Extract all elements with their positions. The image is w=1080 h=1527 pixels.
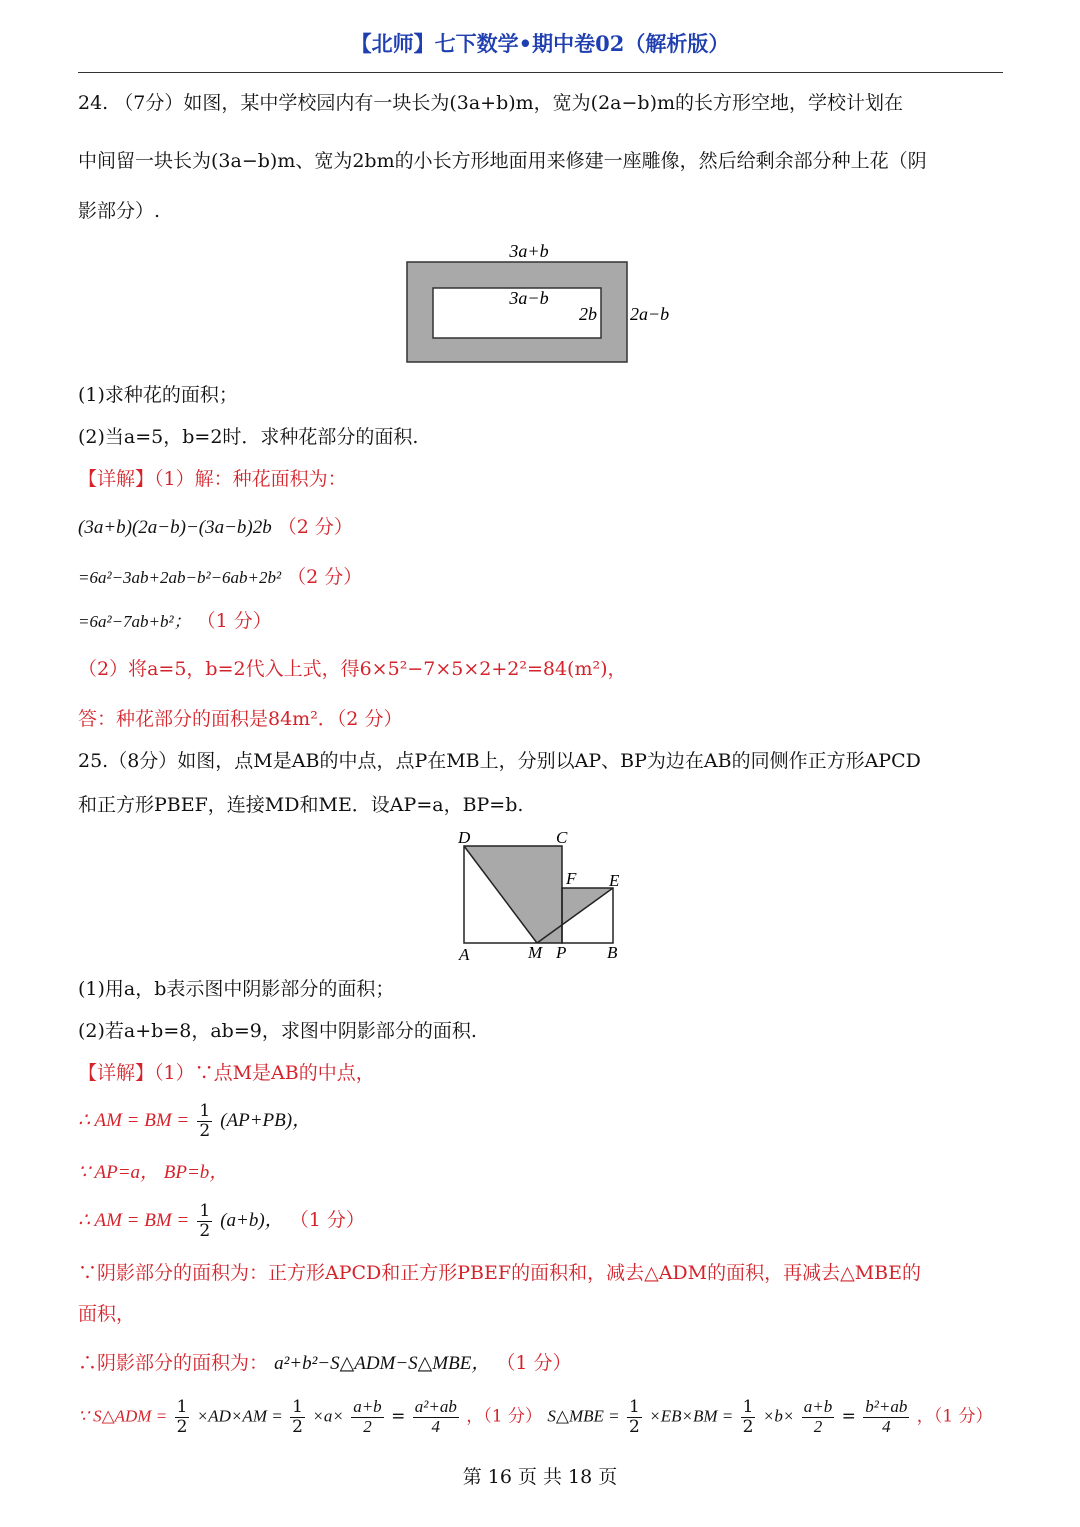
q25-step5-expr: a²+b²−S△ADM−S△MBE， (274, 1353, 491, 1374)
q25-step1 (78, 1102, 311, 1140)
q25-s6-n2: ×b× (762, 1406, 795, 1426)
q25-step1-lhs: ∴ AM = BM = (78, 1110, 190, 1132)
q25-s6-frac2 (290, 1398, 305, 1436)
q24-line3: 影部分）. (78, 200, 161, 222)
q25-s6-f2d: 2 (292, 1416, 303, 1437)
q25-s6-g3d: 2 (813, 1416, 823, 1436)
q25-s6-frac1 (175, 1398, 190, 1436)
q25-step3-rhs: (a+b)， (220, 1210, 284, 1232)
q25-step5 (78, 1352, 572, 1376)
label-outer-right: 2a−b (630, 304, 670, 324)
q25-s6-frac6 (741, 1398, 756, 1436)
q25-step1-num: 1 (199, 1101, 211, 1121)
q25-s6-g3n: a+b (803, 1397, 833, 1416)
q25-step6 (78, 1398, 993, 1436)
page-header: 【北师】七下数学•期中卷02（解析版） (350, 31, 730, 56)
q25-s6-pre2: S△MBE = (547, 1406, 620, 1426)
point-d-label: D (458, 828, 471, 847)
q25-step3-num: 1 (199, 1201, 211, 1221)
q25-s6-m2: ×a× (312, 1406, 344, 1426)
q25-s6-m3: = (391, 1406, 406, 1427)
q25-s6-f4n: a²+ab (414, 1397, 457, 1416)
q24-step2-expr: =6a²−3ab+2ab−b²−6ab+2b² (78, 568, 282, 587)
point-a-label: A (459, 945, 470, 964)
q25-step4a: ∵阴影部分的面积为：正方形APCD和正方形PBEF的面积和，减去△ADM的面积，再减去△MBE的 (78, 1262, 921, 1284)
page-footer: 第 16 页 共 18 页 (462, 1466, 618, 1488)
q25-s6-n1: ×EB×BM = (649, 1406, 734, 1426)
q25-step5-label: ∴阴影部分的面积为： (78, 1352, 269, 1374)
label-outer-top: 3a+b (509, 241, 549, 261)
q24-sub1: (1)求种花的面积； (78, 384, 238, 406)
q25-figure (450, 826, 630, 966)
q24-step1 (78, 516, 353, 540)
q25-step5-score: （1 分） (496, 1352, 572, 1374)
shaded-triangle-region (464, 846, 562, 943)
q25-s6-frac5 (627, 1398, 642, 1436)
point-e-label: E (609, 871, 620, 890)
q24-answer-title: 【详解】（1）解：种花面积为： (78, 468, 347, 490)
q24-step3-expr: =6a²−7ab+b²； (78, 612, 191, 631)
q25-s6-n3: = (841, 1406, 856, 1427)
q25-sub2: (2)若a+b=8，ab=9，求图中阴影部分的面积. (78, 1020, 477, 1042)
q25-answer-title: 【详解】（1）∵点M是AB的中点， (78, 1062, 375, 1084)
q25-s6-f3n: a+b (353, 1397, 382, 1416)
q25-step1-rhs: (AP+PB)， (220, 1110, 312, 1132)
q24-line2: 中间留一块长为(3a−b)m、宽为2bm的小长方形地面用来修建一座雕像，然后给剩余部分种上花（阴 (78, 150, 927, 172)
q25-s6-f4d: 4 (431, 1416, 441, 1436)
label-inner-right: 2b (579, 304, 597, 324)
q25-s6-f2n: 1 (292, 1397, 303, 1417)
header-rule (78, 72, 1003, 73)
q25-s6-score1: ，（1 分） (466, 1406, 542, 1427)
q25-step2: ∵ AP=a， BP=b， (78, 1162, 229, 1183)
q25-s6-g1n: 1 (629, 1397, 640, 1417)
point-c-label: C (556, 828, 568, 847)
q25-step3-score: （1 分） (289, 1209, 365, 1232)
q25-s6-g4n: b²+ab (865, 1397, 908, 1416)
q25-step1-fraction (197, 1102, 212, 1140)
q24-step1-score: （2 分） (277, 516, 353, 538)
q24-step2-score: （2 分） (287, 566, 363, 588)
q25-step3-fraction (197, 1202, 212, 1240)
q25-s6-pre: ∵ S△ADM = (78, 1406, 168, 1426)
q25-s6-g4d: 4 (882, 1416, 891, 1436)
point-b-label: B (607, 943, 618, 962)
q24-step3 (78, 610, 272, 633)
q25-s6-f1d: 2 (176, 1416, 188, 1437)
q24-step3-score: （1 分） (196, 610, 272, 632)
q24-answer2: （2）将a=5，b=2代入上式，得6×5²−7×5×2+2²=84(m²)， (78, 658, 627, 680)
q25-step3-den: 2 (199, 1220, 211, 1241)
point-f-label: F (566, 869, 577, 888)
q25-line2: 和正方形PBEF，连接MD和ME．设AP=a，BP=b. (78, 794, 524, 816)
q25-s6-g2n: 1 (742, 1397, 754, 1417)
q25-sub1: (1)用a，b表示图中阴影部分的面积； (78, 978, 395, 1000)
q25-s6-frac8 (863, 1398, 909, 1436)
q25-s6-score2: ，（1 分） (916, 1406, 993, 1427)
q24-step1-expr: (3a+b)(2a−b)−(3a−b)2b (78, 517, 272, 538)
q25-step1-den: 2 (199, 1120, 211, 1141)
q25-s6-frac7 (802, 1398, 834, 1436)
q25-s6-m1: ×AD×AM = (196, 1406, 283, 1426)
q25-s6-f3d: 2 (363, 1416, 372, 1436)
q25-step3-lhs: ∴ AM = BM = (78, 1210, 190, 1232)
q24-figure (390, 238, 690, 368)
q25-step4b: 面积， (78, 1303, 136, 1325)
q24-sub2: (2)当a=5，b=2时．求种花部分的面积. (78, 426, 419, 448)
q24-answer3: 答：种花部分的面积是84m²．（2 分） (78, 708, 403, 730)
q24-line1: 24. （7分）如图，某中学校园内有一块长为(3a+b)m，宽为(2a−b)m的长方形空地，学校计划在 (78, 92, 904, 114)
q25-s6-g2d: 2 (742, 1416, 754, 1437)
q25-s6-frac4 (413, 1398, 459, 1436)
q24-step2 (78, 566, 362, 589)
point-m-label: M (528, 943, 543, 962)
q25-s6-f1n: 1 (176, 1397, 188, 1417)
q25-s6-frac3 (351, 1398, 383, 1436)
point-p-label: P (556, 943, 567, 962)
q25-step3 (78, 1202, 365, 1240)
q25-s6-g1d: 2 (629, 1416, 640, 1437)
q25-line1: 25.（8分）如图，点M是AB的中点，点P在MB上，分别以AP、BP为边在AB的同侧作正方形APCD (78, 750, 921, 772)
label-inner-top: 3a−b (509, 288, 549, 308)
